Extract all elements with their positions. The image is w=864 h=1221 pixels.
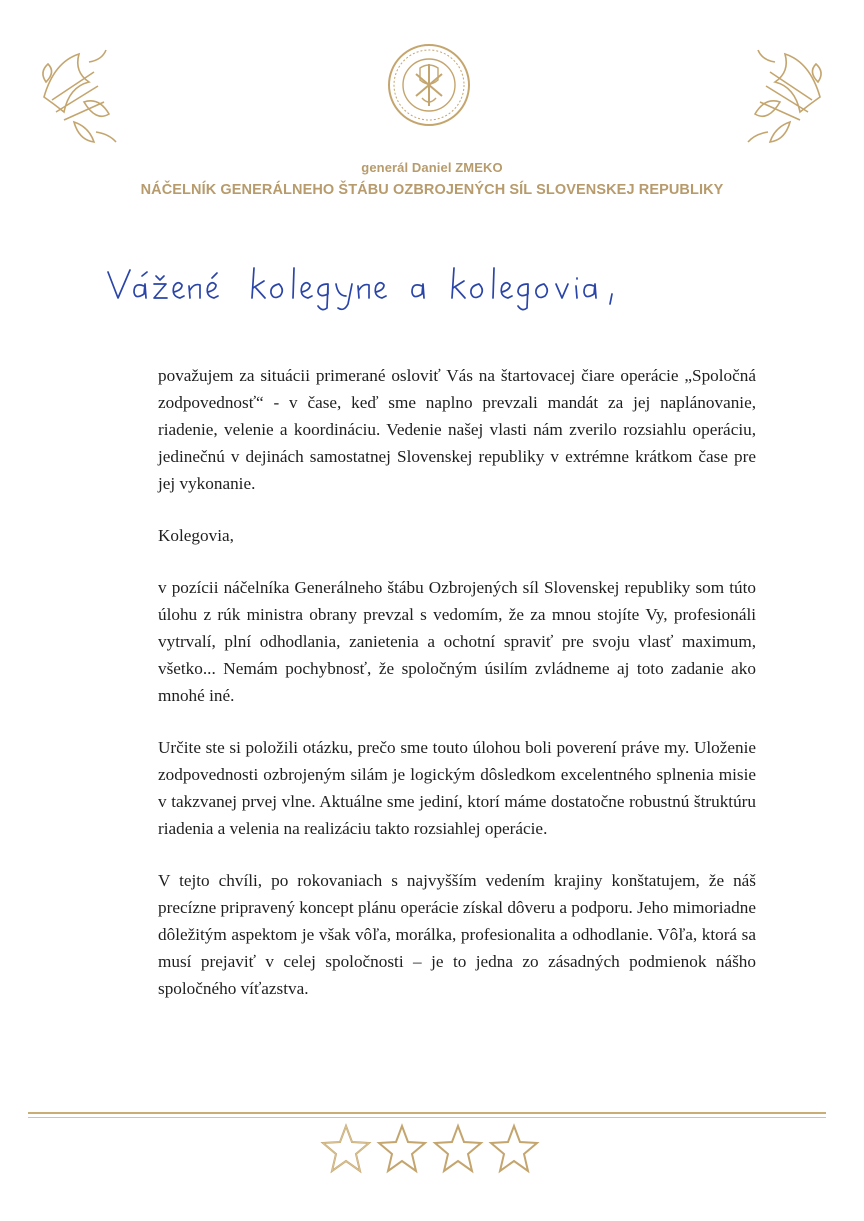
general-star-icon <box>491 1126 537 1171</box>
sender-name: generál Daniel ZMEKO <box>361 160 503 175</box>
army-seal-icon <box>384 40 474 130</box>
paragraph: Určite ste si položili otázku, prečo sme touto úlohou boli poverení práve my. Uloženie zodpovednosti ozbrojeným silám je logickým dôsledkom excelentného splnenia misie v takzvanej prvej vlne. Aktuálne sme jediní, ktorí máme dostatočne robustnú štruktúru riadenia a velenia na realizáciu takto rozsiahlej operácie. <box>158 738 756 838</box>
sender-title: NÁČELNÍK GENERÁLNEHO ŠTÁBU OZBROJENÝCH SÍL SLOVENSKEJ REPUBLIKY <box>140 182 724 198</box>
general-star-icon <box>379 1126 425 1171</box>
letterhead <box>0 160 864 198</box>
paragraph: v pozícii náčelníka Generálneho štábu Ozbrojených síl Slovenskej republiky som túto úlohu z rúk ministra obrany prevzal s vedomím, že za mnou stojíte Vy, profesionáli vytrvalí, plní odhodlania, zanietenia a ochotní spraviť pre svoju vlasť maximum, všetko... Nemám pochybnosť, že spoločným úsilím zvládneme aj toto zadanie ako mnohé iné. <box>158 578 756 705</box>
letter-body <box>158 362 756 1002</box>
footer-rule <box>28 1112 826 1114</box>
paragraph: V tejto chvíli, po rokovaniach s najvyšším vedením krajiny konštatujem, že náš precízne pripravený koncept plánu operácie získal dôveru a podporu. Jeho mimoriadne dôležitým aspektom je však vôľa, morálka, profesionalita a odhodlanie. Vôľa, ktorá sa musí prejaviť v celej spoločnosti – je to jedna zo zásadných podmienok nášho spoločného víťazstva. <box>158 871 756 998</box>
general-star-icon <box>435 1126 481 1171</box>
corner-ornament-icon <box>34 42 124 152</box>
general-stars <box>318 1118 548 1178</box>
paragraph: Kolegovia, <box>158 526 234 545</box>
paragraph: považujem za situácii primerané osloviť Vás na štartovacej čiare operácie „Spoločná zodpovednosť“ - v čase, keď sme naplno prevzali mandát za jej naplánovanie, riadenie, velenie a koordináciu. Vedenie našej vlasti nám zverilo rozsiahlu operáciu, jedinečnú v dejinách samostatnej Slovenskej republiky v extrémne krátkom čase pre jej vykonanie. <box>158 366 756 493</box>
handwritten-salutation <box>104 264 624 314</box>
corner-ornament-icon <box>740 42 830 152</box>
